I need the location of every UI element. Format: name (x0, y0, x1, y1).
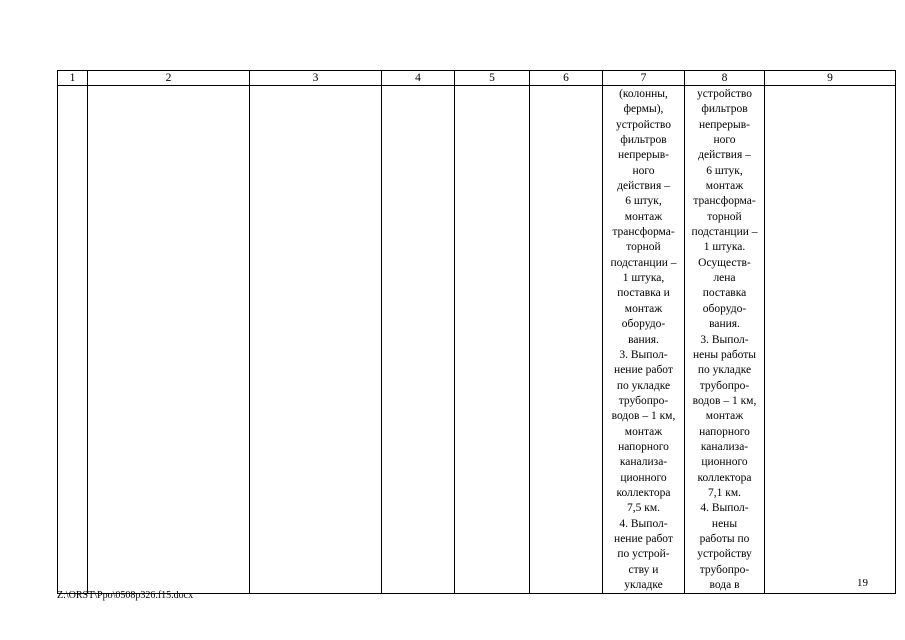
cell-line: монтаж (705, 180, 744, 193)
cell-line: вания. (709, 318, 740, 331)
cell-line: трансформа- (693, 195, 756, 208)
cell-line: вода в (709, 579, 740, 591)
cell-line: 7,5 км. (627, 502, 660, 515)
cell-line: фермы), (623, 103, 664, 116)
cell-line: устройству (697, 548, 752, 561)
col-header-4: 4 (382, 71, 455, 86)
cell-line: торной (707, 210, 742, 223)
cell-col-2 (88, 86, 250, 594)
cell-col-3 (250, 86, 382, 594)
cell-line: коллектора (616, 486, 671, 499)
cell-line: монтаж (705, 410, 744, 423)
cell-col-9 (765, 86, 896, 594)
cell-line: напорного (618, 440, 669, 453)
cell-line: ного (632, 164, 655, 177)
cell-col-4 (382, 86, 455, 594)
col-header-9: 9 (765, 71, 896, 86)
cell-line: по устрой- (617, 548, 670, 561)
cell-line: непрерыв- (617, 149, 669, 162)
col-header-5: 5 (455, 71, 530, 86)
cell-line: действия – (698, 149, 751, 162)
cell-line: фильтров (701, 103, 748, 116)
cell-line: вания. (628, 333, 659, 346)
cell-line: ству и (628, 563, 659, 576)
cell-line: ционного (620, 471, 667, 484)
cell-line: монтаж (624, 302, 663, 315)
cell-line: оборудо- (702, 302, 747, 315)
col-header-2: 2 (88, 71, 250, 86)
cell-line: оборудо- (621, 318, 666, 331)
page-number: 19 (857, 577, 868, 589)
col-header-7: 7 (603, 71, 685, 86)
cell-line: устройство (616, 118, 671, 131)
cell-line: 4. Выпол- (700, 502, 749, 515)
cell-line: монтаж (624, 210, 663, 223)
cell-line: по укладке (697, 364, 752, 377)
cell-line: торной (626, 241, 661, 254)
cell-line: устройство (697, 88, 752, 100)
cell-line: 6 штук, (625, 195, 662, 208)
cell-line: водов – 1 км, (692, 394, 757, 407)
cell-line: нены работы (692, 348, 757, 361)
cell-line: действия – (617, 180, 670, 193)
cell-line: нение работ (614, 532, 673, 545)
cell-line: по укладке (616, 379, 671, 392)
cell-line: непрерыв- (698, 118, 750, 131)
cell-line: 1 штука, (622, 272, 665, 285)
cell-line: нение работ (614, 364, 673, 377)
cell-line: коллектора (697, 471, 752, 484)
cell-line: 3. Выпол- (619, 348, 668, 361)
file-path: Z:\ORST\Ppo\0508p326.f15.docx (57, 590, 194, 601)
cell-line: поставка (702, 287, 747, 300)
cell-line: 3. Выпол- (700, 333, 749, 346)
cell-line: нены (711, 517, 738, 530)
col-header-6: 6 (530, 71, 603, 86)
col-header-3: 3 (250, 71, 382, 86)
cell-line: лена (713, 272, 736, 285)
cell-line: ционного (701, 456, 748, 469)
col-header-8: 8 (685, 71, 765, 86)
cell-col-1 (58, 86, 88, 594)
cell-line: подстанции – (691, 226, 758, 239)
cell-line: трубопро- (699, 379, 750, 392)
col-header-1: 1 (58, 71, 88, 86)
cell-line: укладке (624, 579, 663, 591)
cell-line: трубопро- (699, 563, 750, 576)
cell-line: трубопро- (618, 394, 669, 407)
col8-text (685, 86, 764, 593)
cell-line: 1 штука. (703, 241, 746, 254)
table-row (58, 86, 896, 594)
col7-text (603, 86, 684, 593)
cell-line: монтаж (624, 425, 663, 438)
header-row (58, 71, 896, 86)
cell-line: поставка и (617, 287, 670, 300)
cell-line: 6 штук, (706, 164, 743, 177)
cell-line: подстанции – (610, 256, 677, 269)
cell-line: канализа- (619, 456, 668, 469)
cell-col-7 (603, 86, 685, 594)
cell-line: работы по (699, 532, 750, 545)
cell-line: напорного (699, 425, 750, 438)
document-table (57, 70, 896, 594)
cell-line: (колонны, (619, 88, 668, 100)
cell-col-6 (530, 86, 603, 594)
cell-line: Осуществ- (698, 256, 751, 269)
cell-line: фильтров (620, 134, 667, 147)
cell-line: 7,1 км. (708, 486, 741, 499)
cell-line: трансформа- (612, 226, 675, 239)
cell-line: ного (713, 134, 736, 147)
cell-col-8 (685, 86, 765, 594)
cell-line: водов – 1 км, (611, 410, 676, 423)
cell-line: 4. Выпол- (619, 517, 668, 530)
cell-line: канализа- (700, 440, 749, 453)
cell-col-5 (455, 86, 530, 594)
